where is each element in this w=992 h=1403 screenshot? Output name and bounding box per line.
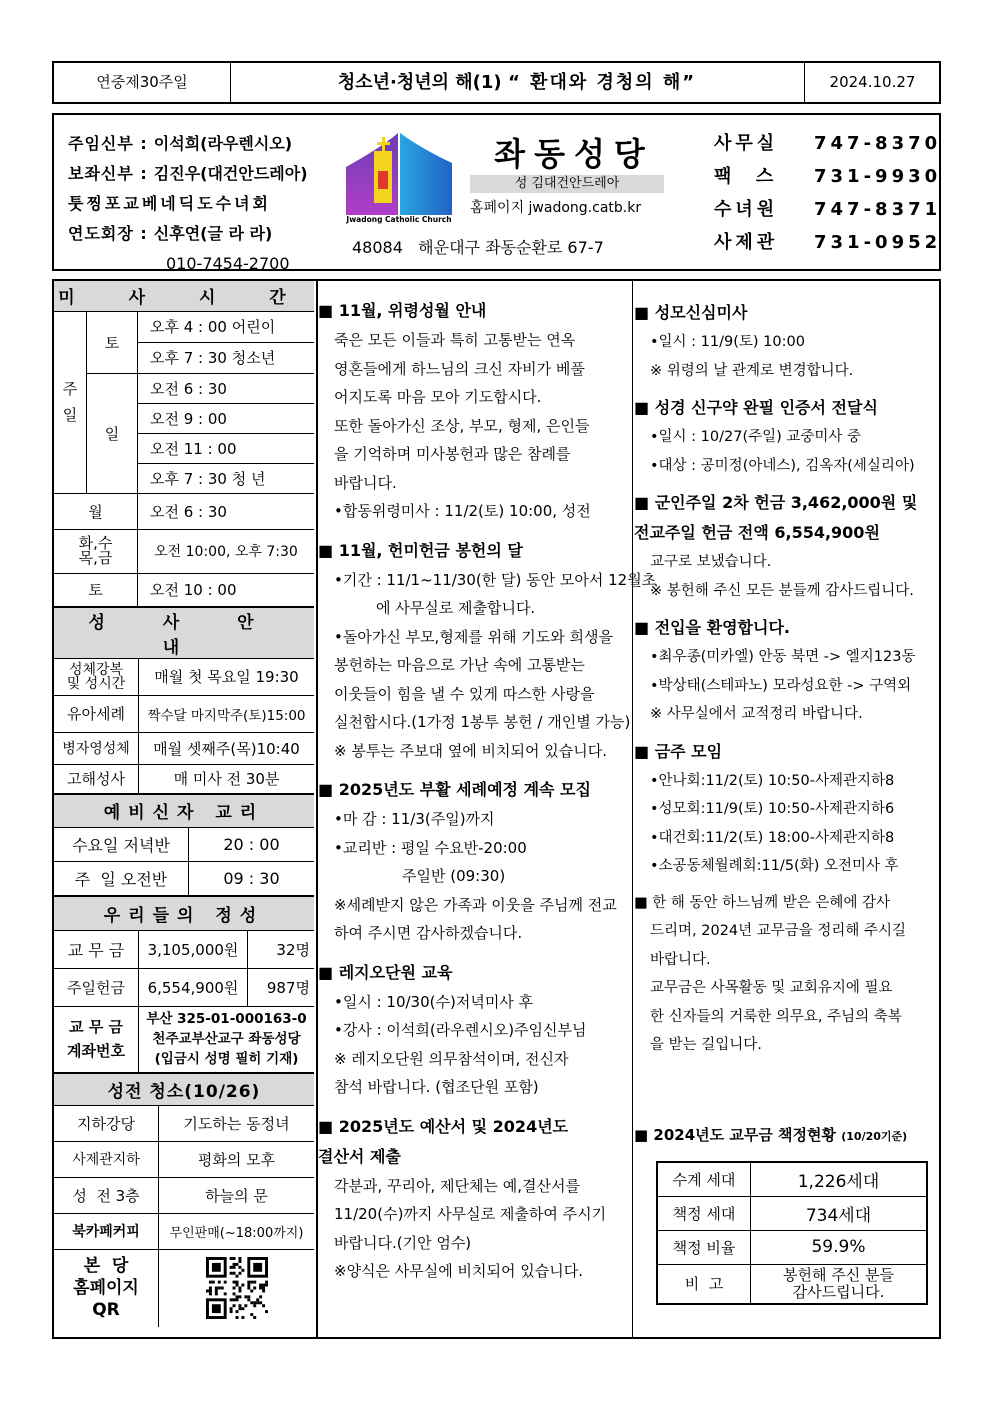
cleaning-group: 무인판매(~18:00까지) [159, 1213, 315, 1249]
notice-line: ※ 레지오단원 의무참석이며, 전신자 [334, 1049, 569, 1068]
notice-title: ■ 성경 신구약 완필 인증서 전달식 [634, 398, 878, 417]
offering-count: 987명 [248, 968, 315, 1006]
offering-count: 32명 [248, 930, 315, 968]
staff-row [68, 219, 358, 249]
notice-line: ※ 봉투는 주보대 옆에 비치되어 있습니다. [334, 741, 608, 760]
sacraments-table [54, 607, 314, 794]
contact-row [714, 228, 942, 261]
cleaning-place: 사제관지하 [54, 1141, 159, 1177]
offering-title: 우리들의 정성 [54, 896, 314, 930]
notice-line: 실천합시다.(1가정 1봉투 봉헌 / 개인별 가능) [334, 713, 631, 731]
contact-number: 747-8370 [814, 133, 942, 154]
notice-title: ■ 전입을 환영합니다. [634, 618, 790, 637]
weekday-label: 토 [54, 573, 138, 606]
left-column [54, 281, 314, 1327]
church-info-box [52, 113, 941, 271]
notice-line: 한 신자들의 거룩한 의무요, 주님의 축복 [650, 1008, 902, 1025]
staff-name: 이석희(라우렌시오) [153, 134, 293, 153]
notice-section [634, 613, 936, 729]
mass-times-title: 미 사 시 간 [54, 281, 314, 311]
sacrament-label: 고해성사 [54, 764, 139, 793]
cleaning-title: 성전 청소(10/26) [54, 1073, 314, 1105]
notice-line: •최우종(미카엘) 안동 북면 -> 엘지123동 [650, 649, 916, 665]
sacrament-label: 유아세례 [54, 695, 139, 732]
notice-line: 을 기억하며 미사봉헌과 많은 참례를 [334, 445, 571, 463]
staff-role: 연도회장 : [68, 224, 148, 243]
account-info [139, 1006, 315, 1072]
weekday-label: 월 [54, 493, 138, 529]
notice-line: •교리반 : 평일 수요반-20:00 [334, 838, 527, 857]
staff-list [68, 129, 358, 279]
notice-section [634, 889, 936, 1060]
contact-label: 사제관 [714, 232, 779, 253]
notice-line: •합동위령미사 : 11/2(토) 10:00, 성전 [334, 502, 591, 520]
notice-title: ■ 군인주일 2차 헌금 3,462,000원 및 전교주일 헌금 전액 6,554,900원 [634, 493, 918, 542]
mass-time: 오후 7 : 30 청 년 [138, 463, 315, 493]
tithe-status-section [634, 1124, 936, 1305]
catechism-time: 20 : 00 [189, 827, 315, 861]
notice-title: ■ 2025년도 부활 세례예정 계속 모집 [318, 780, 591, 799]
theme-quote: “ 환대와 경청의 해” [507, 72, 697, 93]
notice-section [318, 536, 657, 766]
contact-label: 팩 스 [714, 166, 778, 187]
offering-label: 교 무 금 [54, 930, 139, 968]
patron-saint: 성 김대건안드레아 [470, 175, 664, 193]
mass-time: 오전 9 : 00 [138, 403, 315, 433]
sacrament-value: 짝수달 마지막주(토)15:00 [139, 695, 315, 732]
catechism-class: 수요일 저녁반 [54, 827, 189, 861]
week-label: 연중제30주일 [54, 63, 231, 102]
contact-row [714, 162, 942, 195]
notice-line: 참석 바랍니다. (협조단원 포함) [334, 1078, 539, 1096]
offering-label: 주일헌금 [54, 968, 139, 1006]
account-note: (입금시 성명 필히 기재) [154, 1051, 299, 1067]
bulletin-date: 2024.10.27 [804, 63, 940, 102]
notice-line: •마 감 : 11/3(주일)까지 [334, 810, 495, 828]
notice-line: 봉헌하는 마음으로 가난 속에 고통받는 [334, 656, 585, 674]
right-column [634, 298, 936, 1068]
theme-prefix: 청소년·청년의 해(1) [337, 72, 502, 93]
tithe-value: 1,226세대 [751, 1162, 928, 1196]
catechism-class: 주 일 오전반 [54, 861, 189, 895]
contact-list [714, 129, 942, 261]
catechism-time: 09 : 30 [189, 861, 315, 895]
notice-section [318, 296, 626, 526]
notice-line: •대건회:11/2(토) 18:00-사제관지하8 [650, 829, 895, 846]
tithe-label: 책정 세대 [657, 1196, 751, 1230]
staff-role: 보좌신부 : [68, 164, 148, 183]
notice-section [318, 958, 626, 1102]
tithe-label: 수계 세대 [657, 1162, 751, 1196]
weekday-time: 오전 6 : 30 [138, 493, 315, 529]
notice-section [318, 1112, 626, 1286]
staff-row [68, 159, 358, 189]
logo-caption: Jwadong Catholic Church [346, 215, 452, 224]
cleaning-group: 하늘의 문 [159, 1177, 315, 1213]
notice-section [634, 488, 936, 605]
notice-line: ※세례받지 않은 가족과 이웃을 주님께 전교 [334, 895, 617, 914]
contact-number: 731-9930 [814, 166, 942, 187]
saturday-label: 토 [87, 311, 138, 373]
middle-column [318, 296, 657, 1296]
notice-line: •강사 : 이석희(라우렌시오)주임신부님 [334, 1021, 587, 1039]
sacrament-value: 매월 셋째주(목)10:40 [139, 732, 315, 764]
cleaning-place: 북카페커피 [54, 1213, 159, 1249]
staff-phone: 010-7454-2700 [166, 254, 290, 273]
account-label: 교 무 금 계좌번호 [54, 1006, 139, 1072]
notice-section [634, 298, 936, 385]
notice-line: ■ 한 해 동안 하느님께 받은 은혜에 감사 [634, 894, 891, 911]
church-address: 48084 해운대구 좌동순환로 67-7 [352, 238, 604, 257]
notice-line: •안나회:11/2(토) 10:50-사제관지하8 [650, 772, 895, 789]
notice-line: •일시 : 11/9(토) 10:00 [650, 334, 805, 350]
notice-line: 을 받는 길입니다. [650, 1037, 762, 1053]
tithe-value: 봉헌해 주신 분들 감사드립니다. [751, 1264, 928, 1304]
notice-line: ※ 봉헌해 주신 모든 분들께 감사드립니다. [650, 582, 914, 599]
notice-line: ※ 사무실에서 교적정리 바랍니다. [650, 706, 863, 722]
notice-line: 또한 돌아가신 조상, 부모, 형제, 은인들 [334, 416, 590, 435]
weekday-time: 오전 10:00, 오후 7:30 [138, 529, 315, 573]
header-bar [52, 61, 941, 104]
contact-row [714, 129, 942, 162]
catechism-title: 예비신자 교리 [54, 794, 314, 827]
notice-title: ■ 금주 모임 [634, 741, 723, 761]
sacrament-value: 매월 첫 목요일 19:30 [139, 658, 315, 695]
notice-line: 바랍니다.(기안 엄수) [334, 1233, 472, 1252]
qr-code-icon[interactable] [206, 1257, 268, 1319]
notice-line: 어지도록 마음 모아 기도합시다. [334, 388, 542, 406]
cleaning-place: 지하강당 [54, 1105, 159, 1141]
notice-line: 바랍니다. [650, 951, 711, 968]
mass-time: 오전 6 : 30 [138, 373, 315, 403]
sunday-label [54, 311, 87, 493]
column-divider [632, 281, 633, 1337]
cleaning-group: 평화의 모후 [159, 1141, 315, 1177]
notice-section [318, 775, 626, 948]
notice-line: ※ 위령의 날 관계로 변경합니다. [650, 362, 854, 379]
weekday-label: 화,수 목,금 [54, 529, 138, 573]
notice-line: •일시 : 10/27(주일) 교중미사 중 [650, 429, 862, 445]
notice-line: 주일반 (09:30) [402, 867, 506, 885]
homepage-url[interactable]: 홈페이지 jwadong.catb.kr [470, 200, 642, 216]
cleaning-table [54, 1073, 314, 1328]
staff-row [68, 189, 358, 219]
weekday-time: 오전 10 : 00 [138, 573, 315, 606]
notice-line: 하여 주시면 감사하겠습니다. [334, 924, 523, 942]
notice-line: 각분과, 꾸리아, 제단체는 예,결산서를 [334, 1176, 580, 1195]
tithe-status-title: ■ 2024년도 교무금 책정현황 [634, 1126, 836, 1144]
sacrament-label: 병자영성체 [54, 732, 139, 764]
staff-role: 주임신부 : [68, 134, 148, 153]
staff-role: 툿찡포교베네딕도수녀회 [68, 194, 272, 213]
notice-line: •소공동체월례회:11/5(화) 오전미사 후 [650, 858, 899, 874]
contact-number: 731-0952 [814, 232, 942, 253]
contact-row [714, 195, 942, 228]
qr-label: 본 당 홈페이지 QR [54, 1249, 159, 1327]
contact-label: 사무실 [714, 133, 779, 154]
tithe-status-table [656, 1161, 928, 1305]
staff-name: 김진우(대건안드레아) [153, 164, 308, 183]
notice-title: ■ 11월, 헌미헌금 봉헌의 달 [318, 540, 523, 560]
contact-number: 747-8371 [814, 199, 942, 220]
church-logo [342, 127, 456, 227]
notice-line: 드리며, 2024년 교무금을 정리해 주시길 [650, 923, 907, 939]
tithe-value: 59.9% [751, 1230, 928, 1264]
notice-line: •성모회:11/9(토) 10:50-사제관지하6 [650, 801, 895, 817]
mass-times-table [54, 281, 314, 607]
mass-time: 오후 4 : 00 어린이 [138, 311, 315, 342]
tithe-label: 비 고 [657, 1264, 751, 1304]
notice-line: •일시 : 10/30(수)저녁미사 후 [334, 992, 534, 1011]
offering-amount: 3,105,000원 [139, 930, 248, 968]
cleaning-group: 기도하는 동정녀 [159, 1105, 315, 1141]
sunday-day-label: 일 [87, 373, 138, 493]
notice-line: 죽은 모든 이들과 특히 고통받는 연옥 [334, 331, 576, 349]
sunday-label-text: 주일 [62, 380, 78, 424]
catechism-table [54, 794, 314, 896]
account-holder: 천주교부산교구 좌동성당 [152, 1031, 301, 1047]
notice-line: 바랍니다. [334, 473, 397, 492]
church-name: 좌동성당 [494, 135, 654, 173]
offering-table [54, 896, 314, 1073]
tithe-label: 책정 비율 [657, 1230, 751, 1264]
staff-name: 신후연(글 라 라) [153, 224, 273, 243]
notice-line: •기간 : 11/1~11/30(한 달) 동안 모아서 12월초 [334, 570, 657, 589]
sacrament-label: 성체강복 및 성시간 [54, 658, 139, 695]
tithe-status-basis: (10/20기준) [841, 1130, 908, 1143]
staff-row [68, 129, 358, 159]
sacraments-title: 성 사 안 내 [54, 607, 314, 658]
mass-time: 오후 7 : 30 청소년 [138, 342, 315, 373]
notice-line: •돌아가신 부모,형제를 위해 기도와 희생을 [334, 627, 614, 646]
cleaning-place: 성 전 3층 [54, 1177, 159, 1213]
notice-line: 이웃들이 힘을 낼 수 있게 따스한 사랑을 [334, 684, 595, 703]
theme-title [230, 63, 804, 102]
notice-line: 에 사무실로 제출합니다. [376, 599, 536, 617]
notice-title: ■ 11월, 위령성월 안내 [318, 301, 487, 320]
offering-amount: 6,554,900원 [139, 968, 248, 1006]
contact-label: 수녀원 [714, 199, 779, 220]
notice-line: •박상태(스테파노) 모라성요한 -> 구역외 [650, 677, 912, 694]
notice-line: •대상 : 공미정(아네스), 김옥자(세실리아) [650, 457, 915, 474]
notice-line: 영혼들에게 하느님의 크신 자비가 베풀 [334, 359, 585, 378]
notice-title: ■ 성모신심미사 [634, 303, 748, 322]
notice-line: 교구로 보냈습니다. [650, 554, 772, 570]
sacrament-value: 매 미사 전 30분 [139, 764, 315, 793]
mass-time: 오전 11 : 00 [138, 433, 315, 463]
notice-section [634, 393, 936, 480]
account-number: 부산 325-01-000163-0 [146, 1011, 307, 1027]
notice-title: ■ 2025년도 예산서 및 2024년도 결산서 제출 [318, 1116, 569, 1166]
notice-line: 11/20(수)까지 사무실로 제출하여 주시기 [334, 1205, 607, 1223]
notice-line: 교무금은 사목활동 및 교회유지에 필요 [650, 980, 893, 996]
qr-cell [159, 1249, 315, 1327]
tithe-value: 734세대 [751, 1196, 928, 1230]
notice-section [634, 737, 936, 881]
notice-title: ■ 레지오단원 교육 [318, 962, 453, 982]
notice-line: ※양식은 사무실에 비치되어 있습니다. [334, 1262, 583, 1280]
